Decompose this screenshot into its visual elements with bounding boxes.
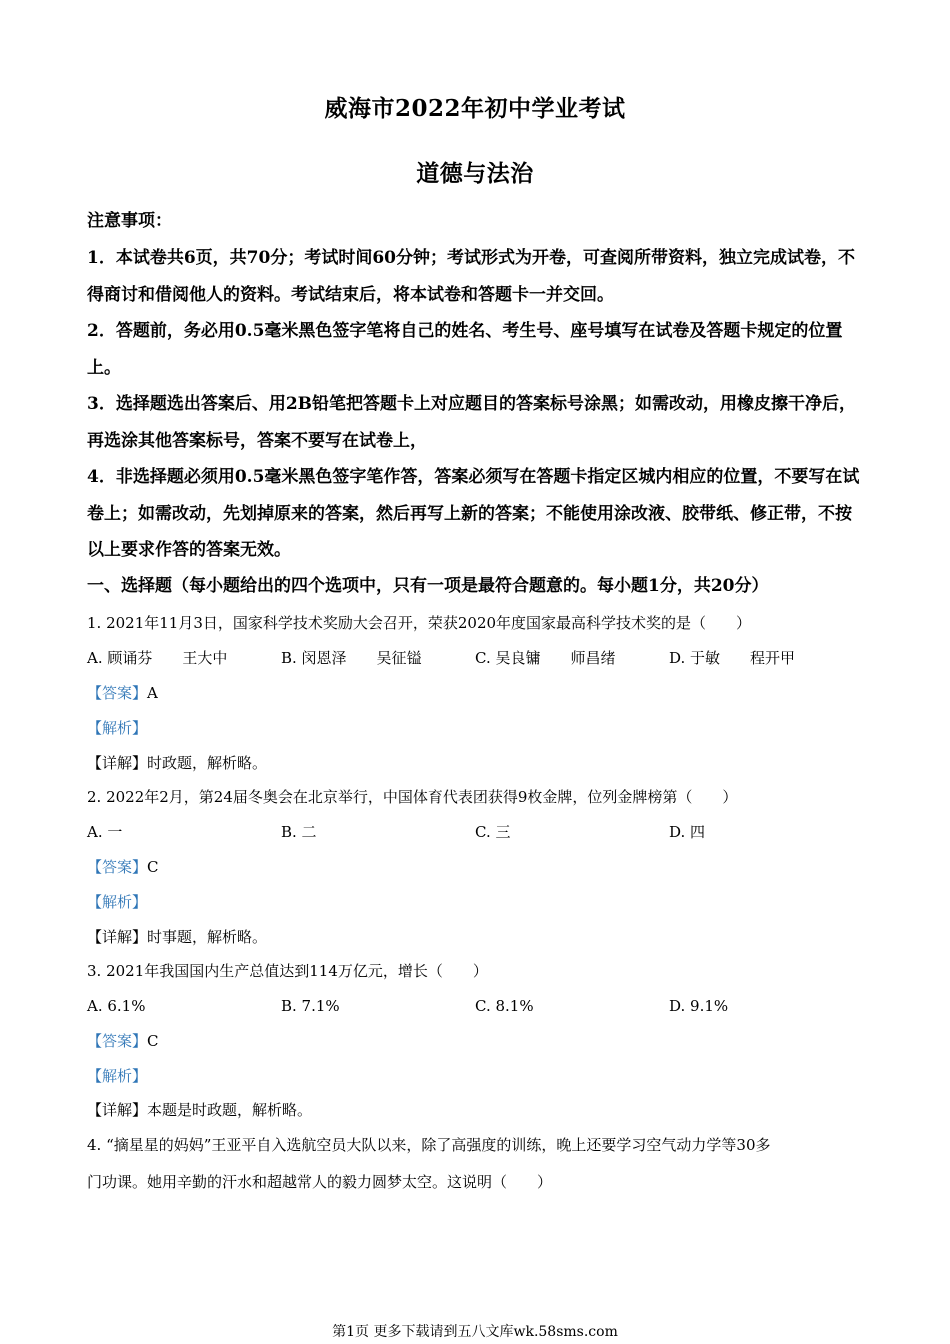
option-a: A. 一 [87, 823, 123, 841]
analysis-line [87, 711, 862, 745]
question-stem-line-2: 门功课。她用辛勤的汗水和超越常人的毅力圆梦太空。这说明（ ） [87, 1173, 553, 1191]
answer-tag: 【答案】 [87, 684, 148, 702]
analysis-tag: 【解析】 [87, 1067, 148, 1085]
section-heading: 一、选择题（每小题给出的四个选项中，只有一项是最符合题意的。每小题1分，共20分） [87, 576, 769, 596]
detail-text: 本题是时政题，解析略。 [147, 1101, 313, 1119]
question-stem-line-1: 4. “摘星星的妈妈”王亚平自入选航空员大队以来，除了高强度的训练，晚上还要学习空气动力学等30多 [87, 1136, 771, 1154]
answer-tag: 【答案】 [87, 1032, 148, 1050]
answer-line [87, 1024, 862, 1058]
detail-tag: 【详解】 [87, 928, 148, 946]
question-stem: 2. 2022年2月，第24届冬奥会在北京举行，中国体育代表团获得9枚金牌，位列金牌榜第（ ） [87, 788, 738, 806]
answer-tag: 【答案】 [87, 858, 148, 876]
detail-tag: 【详解】 [87, 754, 148, 772]
notice-heading: 注意事项： [87, 211, 172, 231]
detail-line [87, 1093, 862, 1127]
detail-tag: 【详解】 [87, 1101, 148, 1119]
question-stem: 3. 2021年我国国内生产总值达到114万亿元，增长（ ） [87, 962, 488, 980]
answer-line [87, 676, 862, 710]
option-c: C. 8.1% [475, 997, 534, 1015]
option-d: D. 于敏 程开甲 [669, 649, 796, 667]
notice-item: 1．本试卷共6页，共70分；考试时间60分钟；考试形式为开卷，可查阅所带资料，独立完成试卷，不得商讨和借阅他人的资料。考试结束后，将本试卷和答题卡一并交回。 [87, 248, 855, 305]
detail-line [87, 746, 862, 780]
analysis-tag: 【解析】 [87, 893, 148, 911]
notice-list [87, 240, 862, 569]
option-d: D. 9.1% [669, 997, 729, 1015]
option-b: B. 二 [281, 823, 317, 841]
detail-line [87, 920, 862, 954]
question-stem: 1. 2021年11月3日，国家科学技术奖励大会召开，荣获2020年度国家最高科学技术奖的是（ ） [87, 614, 752, 632]
page-footer: 第1页 更多下载请到五八文库wk.58sms.com [332, 1324, 618, 1340]
detail-text: 时事题，解析略。 [147, 928, 268, 946]
option-b: B. 闵恩泽 吴征镒 [281, 649, 422, 667]
answer-value: C [147, 858, 159, 876]
answer-line [87, 850, 862, 884]
exam-title: 威海市2022年初中学业考试 [324, 95, 626, 122]
answer-value: C [147, 1032, 159, 1050]
answer-value: A [147, 684, 158, 702]
notice-item: 4．非选择题必须用0.5毫米黑色签字笔作答，答案必须写在答题卡指定区城内相应的位置，不要写在试卷上；如需改动，先划掉原来的答案，然后再写上新的答案；不能使用涂改液、胶带纸、修正带，不按以上要求作答的答案无效。 [87, 467, 860, 560]
exam-subject: 道德与法治 [416, 160, 534, 187]
option-c: C. 吴良镛 师昌绪 [475, 649, 616, 667]
analysis-line [87, 885, 862, 919]
option-a: A. 顾诵芬 王大中 [87, 649, 228, 667]
detail-text: 时政题，解析略。 [147, 754, 268, 772]
analysis-tag: 【解析】 [87, 719, 148, 737]
notice-item: 3．选择题选出答案后、用2B铅笔把答题卡上对应题目的答案标号涂黑；如需改动，用橡皮擦干净后，再选涂其他答案标号，答案不要写在试卷上， [87, 394, 857, 451]
option-b: B. 7.1% [281, 997, 340, 1015]
option-d: D. 四 [669, 823, 706, 841]
analysis-line [87, 1059, 862, 1093]
option-c: C. 三 [475, 823, 511, 841]
notice-item: 2．答题前，务必用0.5毫米黑色签字笔将自己的姓名、考生号、座号填写在试卷及答题卡规定的位置上。 [87, 321, 843, 378]
option-a: A. 6.1% [87, 997, 146, 1015]
